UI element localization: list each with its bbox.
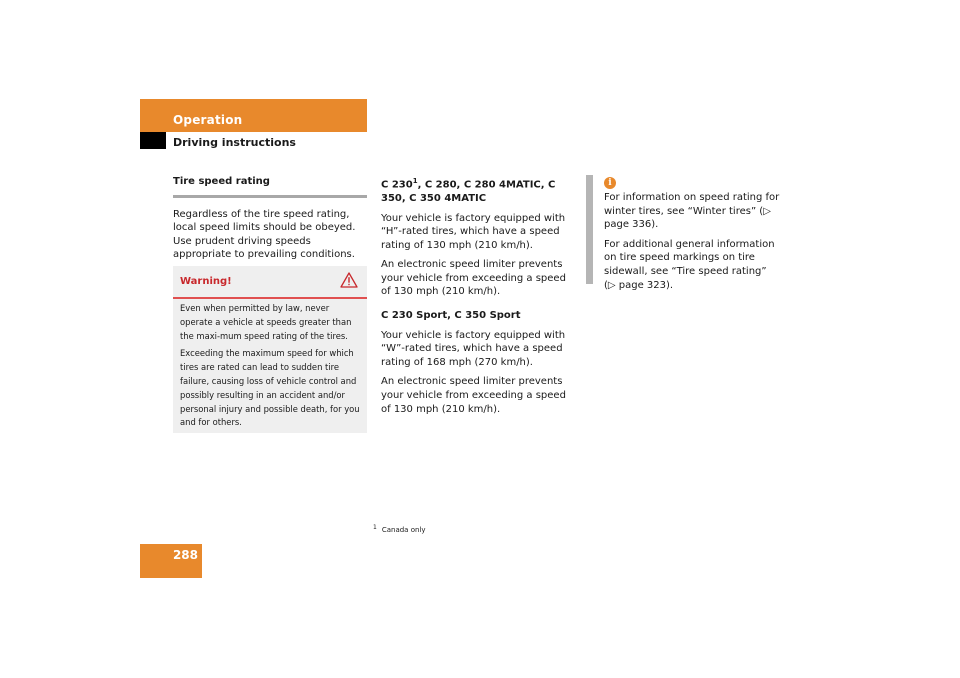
column-left bbox=[173, 175, 367, 268]
warning-paragraph-1: Even when permitted by law, never operate a vehicle at speeds greater than the maxi-mum speed rating of the tires. bbox=[180, 303, 352, 341]
limiter-paragraph-1: An electronic speed limiter prevents your vehicle from exceeding a speed of 130 mph (210 km/h). bbox=[381, 259, 566, 298]
limiter-paragraph-2: An electronic speed limiter prevents your vehicle from exceeding a speed of 130 mph (210 km/h). bbox=[381, 376, 566, 415]
h-rated-paragraph: Your vehicle is factory equipped with “H”-rated tires, which have a speed rating of 130 mph (210 km/h). bbox=[381, 212, 566, 251]
winter-tires-info: For information on speed rating for winter tires, see “Winter tires” (▷ page 336). bbox=[604, 192, 780, 231]
warning-rule bbox=[173, 297, 367, 299]
header-marker bbox=[140, 132, 166, 149]
info-icon: i bbox=[604, 177, 616, 189]
speed-limits-paragraph: Regardless of the tire speed rating, local speed limits should be obeyed. Use prudent driving speeds appropriate to prevailing conditions. bbox=[173, 208, 356, 261]
warning-heading: Warning! bbox=[180, 276, 232, 287]
warning-paragraph-2: Exceeding the maximum speed for which tires are rated can lead to sudden tire failure, causing loss of vehicle control and possibly resulting in an accident and/or personal injury and possible death, for you and for others. bbox=[180, 348, 360, 428]
column-middle bbox=[381, 175, 576, 422]
heading-rule bbox=[173, 195, 367, 198]
info-sidebar bbox=[586, 175, 593, 284]
models-heading-sport: C 230 Sport, C 350 Sport bbox=[381, 310, 521, 322]
warning-triangle-icon bbox=[340, 272, 358, 288]
page-number-box bbox=[140, 544, 202, 578]
warning-body bbox=[180, 302, 362, 434]
tire-speed-rating-heading: Tire speed rating bbox=[173, 176, 270, 187]
section-title: Operation bbox=[173, 113, 243, 127]
models-heading-h: C $230^1$, C 280, C 280 4MATIC, C 350, C 350 4MATIC bbox=[381, 177, 556, 204]
column-right bbox=[604, 175, 780, 298]
sidewall-markings-info: For additional general information on tire speed markings on tire sidewall, see “Tire speed rating” (▷ page 323). bbox=[604, 238, 775, 291]
w-rated-paragraph: Your vehicle is factory equipped with “W”-rated tires, which have a speed rating of 168 mph (270 km/h). bbox=[381, 329, 566, 368]
page-number: 288 bbox=[172, 548, 198, 562]
footnote: $^1$ Canada only bbox=[373, 524, 426, 534]
subsection-title: Driving instructions bbox=[173, 136, 296, 149]
warning-box bbox=[173, 266, 367, 433]
